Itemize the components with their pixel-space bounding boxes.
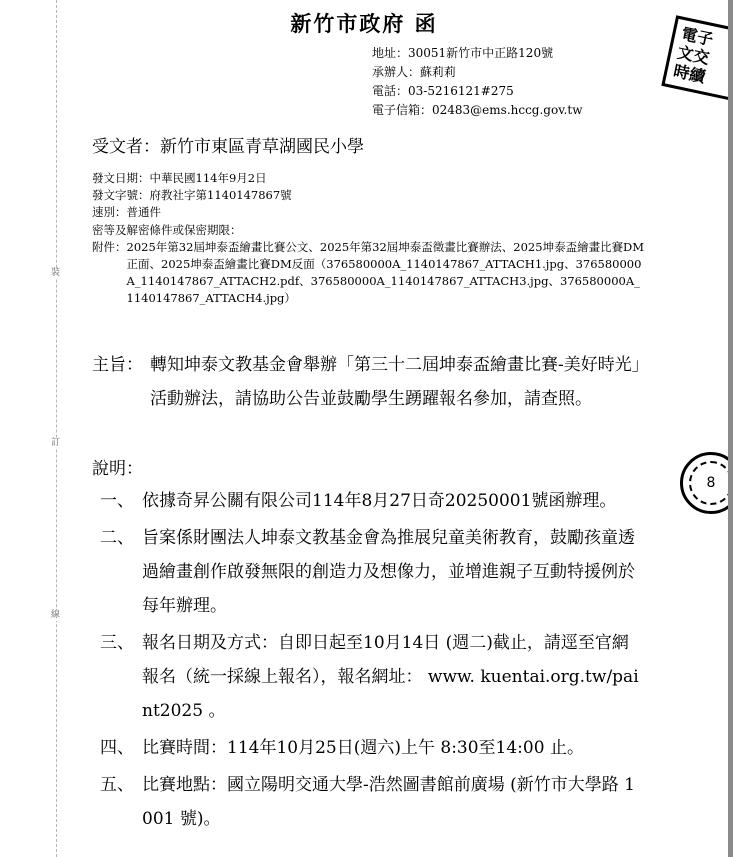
- binding-mark-ding: 訂: [51, 438, 61, 448]
- subject-text: 轉知坤泰文教基金會舉辦「第三十二屆坤泰盃繪畫比賽-美好時光」活動辦法，請協助公告並鼓勵學生踴躍報名參加，請查照。: [150, 355, 649, 409]
- viewer-scrollbar[interactable]: [728, 0, 733, 857]
- binding-mark-zhuang: 裝: [51, 268, 61, 278]
- explanation-item: 三、 報名日期及方式：自即日起至10月14日 (週二)截止，請逕至官網報名（統一採線上報名），報名網址： www. kuentai.org.tw/paint2025 。: [100, 633, 639, 721]
- page-seal-icon: [680, 452, 728, 514]
- delivery-speed: 速別：普通件: [92, 205, 161, 220]
- recipient: 受文者：新竹市東區青草湖國民小學: [92, 137, 364, 157]
- metadata-block: [92, 170, 652, 308]
- explanation-item: 一、 依據奇昇公關有限公司114年8月27日奇20250001號函辦理。: [100, 491, 617, 511]
- attachments-list: 2025年第32屆坤泰盃繪畫比賽公文、2025年第32屆坤泰盃徵畫比賽辦法、2025坤泰盃繪畫比賽DM正面、2025坤泰盃繪畫比賽DM反面（376580000A_1140147867_ATTACH1.jpg、376580000A_1140147867_ATTACH2.pdf、376580000A_1140147867_ATTACH3.jpg、376580000A_1140147867_ATTACH4.jpg）: [126, 239, 645, 306]
- contact-address: 地址：30051新竹市中正路120號: [372, 46, 554, 60]
- contact-officer: 承辦人：蘇莉莉: [372, 65, 457, 79]
- binding-mark-xian: 線: [51, 610, 61, 620]
- seal-number: 8: [706, 475, 716, 491]
- issue-date: 發文日期：中華民國114年9月2日: [92, 171, 267, 185]
- subject: [92, 348, 652, 416]
- explanation-item: 五、 比賽地點：國立陽明交通大學-浩然圖書館前廣場 (新竹市大學路 1001 號)。: [100, 775, 635, 829]
- contact-email: 電子信箱：02483@ems.hccg.gov.tw: [372, 103, 583, 117]
- subject-label: 主旨：: [92, 355, 143, 375]
- binding-line: [56, 0, 57, 857]
- electronic-exchange-stamp: 電子 文交 時續: [661, 15, 728, 100]
- document-title: 新竹市政府 函: [290, 11, 438, 36]
- attachments: [92, 239, 652, 308]
- security-level: 密等及解密條件或保密期限：: [92, 222, 242, 237]
- attachments-label: 附件：: [92, 239, 127, 254]
- explanation-list: [100, 484, 660, 839]
- contact-phone: 電話：03-5216121#275: [372, 84, 514, 98]
- document-number: 發文字號：府教社字第1140147867號: [92, 188, 292, 203]
- explanation-item: 二、 旨案係財團法人坤泰文教基金會為推展兒童美術教育，鼓勵孩童透過繪畫創作啟發無限的創造力及想像力，並增進親子互動特援例於每年辦理。: [100, 528, 635, 616]
- explanation-label: 說明：: [92, 459, 143, 479]
- contact-block: [372, 44, 582, 120]
- explanation-item: 四、 比賽時間：114年10月25日(週六)上午 8:30至14:00 止。: [100, 738, 584, 758]
